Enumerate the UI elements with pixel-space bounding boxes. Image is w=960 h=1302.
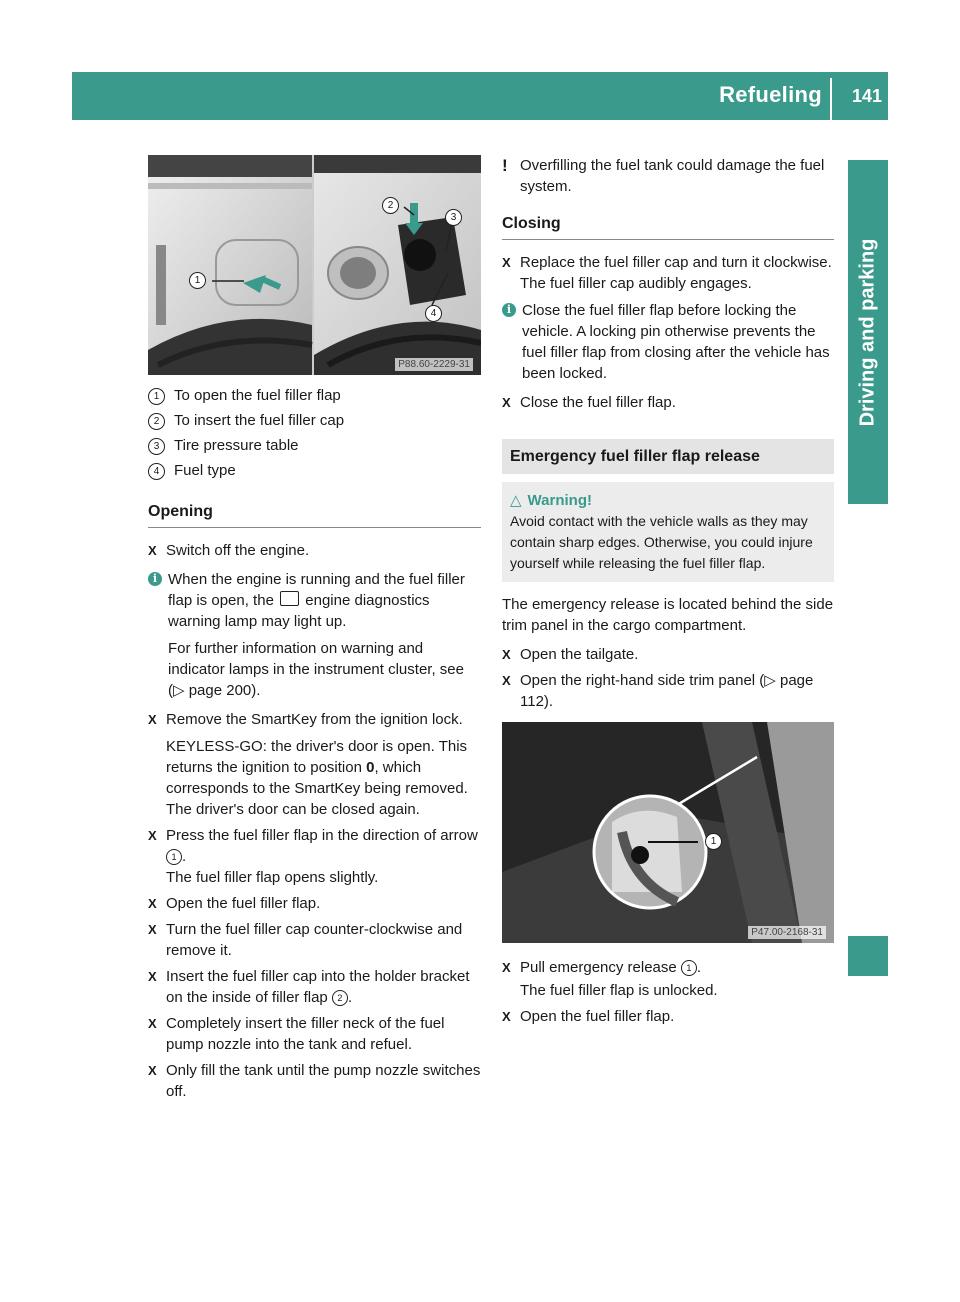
info-text-2: For further information on warning and indicator lamps in the instrument cluster, see (▷ page 200). (168, 640, 464, 699)
figure-code: P88.60-2229-31 (395, 358, 473, 371)
step-icon: X (148, 922, 157, 937)
header-bar (72, 72, 888, 120)
step-icon: X (148, 828, 157, 843)
step-text-2: The fuel filler flap opens slightly. (166, 869, 379, 886)
caution-note (502, 155, 834, 197)
header-title: Refueling (719, 82, 822, 107)
step-icon: X (148, 1063, 157, 1078)
legend-text: Fuel type (174, 462, 236, 479)
callout-2: 2 (382, 197, 399, 214)
step-text: Only fill the tank until the pump nozzle switches off. (166, 1062, 481, 1100)
legend-item (148, 460, 481, 481)
step-item (148, 540, 481, 561)
page-number: 141 (851, 86, 882, 106)
caution-text: Overfilling the fuel tank could damage the fuel system. (520, 157, 825, 195)
info-note (148, 569, 481, 701)
step-item (148, 893, 481, 914)
info-icon: i (502, 303, 516, 317)
cargo-illustration (502, 722, 834, 943)
step-item (148, 1060, 481, 1102)
step-text: Press the fuel filler flap in the direction of arrow 1 . (166, 827, 478, 865)
cargo-photo (502, 722, 834, 943)
step-icon: X (502, 395, 511, 410)
caution-icon: ! (502, 156, 508, 175)
step-item (502, 392, 834, 413)
left-column (148, 155, 481, 1107)
fuel-flap-illustration (148, 155, 481, 375)
legend-text: Tire pressure table (174, 437, 299, 454)
header-separator (830, 78, 832, 120)
step-item (502, 670, 834, 712)
warning-box (502, 482, 834, 582)
step-text: Turn the fuel filler cap counter-clockwise and remove it. (166, 921, 463, 959)
figure-code: P47.00-2168-31 (748, 926, 826, 939)
step-item (502, 252, 834, 294)
step-icon: X (148, 896, 157, 911)
step-item (502, 1006, 834, 1027)
legend (148, 385, 481, 481)
info-text: Close the fuel filler flap before locking the vehicle. A locking pin otherwise prevents the fuel filler flap from closing after the vehicle has been locked. (522, 302, 830, 382)
step-item (148, 919, 481, 961)
step-text: Remove the SmartKey from the ignition lock. (166, 711, 463, 728)
legend-text: To insert the fuel filler cap (174, 412, 345, 429)
step-item (148, 966, 481, 1008)
legend-item (148, 385, 481, 406)
info-icon: i (148, 572, 162, 586)
legend-num: 4 (148, 463, 165, 480)
fuel-flap-photo (148, 155, 481, 375)
emergency-heading: Emergency fuel filler flap release (502, 439, 834, 474)
step-icon: X (148, 543, 157, 558)
right-column (502, 155, 834, 1032)
step-item (502, 644, 834, 665)
step-icon: X (502, 647, 511, 662)
warning-text: Avoid contact with the vehicle walls as they may contain sharp edges. Otherwise, you could injure yourself while releasing the fuel filler flap. (510, 513, 813, 571)
legend-item (148, 435, 481, 456)
legend-item (148, 410, 481, 431)
step-icon: X (148, 712, 157, 727)
info-text: When the engine is running and the fuel filler flap is open, the engine diagnostics warning lamp may light up. (168, 571, 465, 630)
side-tab-label: Driving and parking (856, 238, 879, 426)
step-text-2: KEYLESS-GO: the driver's door is open. This returns the ignition to position 0, which corresponds to the SmartKey being removed. The driver's door can be closed again. (166, 738, 468, 818)
step-text: Open the fuel filler flap. (520, 1008, 675, 1025)
step-text: Open the fuel filler flap. (166, 895, 321, 912)
step-item (148, 1013, 481, 1055)
step-item (148, 825, 481, 888)
closing-heading: Closing (502, 213, 834, 240)
callout-1: 1 (705, 833, 722, 850)
opening-heading: Opening (148, 501, 481, 528)
step-text: Pull emergency release 1 . (520, 959, 702, 976)
step-icon: X (148, 1016, 157, 1031)
step-text: Insert the fuel filler cap into the holder bracket on the inside of filler flap 2 . (166, 968, 470, 1006)
info-note (502, 300, 834, 384)
step-icon: X (502, 1009, 511, 1024)
engine-icon (280, 591, 299, 606)
step-text: Open the tailgate. (520, 646, 639, 663)
step-text: Switch off the engine. (166, 542, 310, 559)
legend-text: To open the fuel filler flap (174, 387, 341, 404)
callout-4: 4 (425, 305, 442, 322)
legend-num: 3 (148, 438, 165, 455)
step-icon: X (502, 255, 511, 270)
legend-num: 2 (148, 413, 165, 430)
step-icon: X (502, 960, 511, 975)
step-icon: X (502, 673, 511, 688)
step-item (502, 957, 834, 1001)
step-text: Completely insert the filler neck of the fuel pump nozzle into the tank and refuel. (166, 1015, 445, 1053)
step-icon: X (148, 969, 157, 984)
warning-title: Warning! (527, 492, 592, 509)
warning-triangle-icon: △ (510, 492, 522, 509)
callout-3: 3 (445, 209, 462, 226)
step-text-2: The fuel filler flap is unlocked. (520, 982, 718, 999)
side-tab-marker (848, 936, 888, 976)
step-text: Close the fuel filler flap. (520, 394, 676, 411)
callout-1: 1 (189, 272, 206, 289)
step-item (148, 709, 481, 820)
step-text: Replace the fuel filler cap and turn it clockwise. The fuel filler cap audibly engages. (520, 254, 832, 292)
side-tab-label-wrap (848, 160, 888, 504)
legend-num: 1 (148, 388, 165, 405)
step-text: Open the right-hand side trim panel (▷ page 112). (520, 672, 814, 710)
emergency-text: The emergency release is located behind the side trim panel in the cargo compartment. (502, 596, 834, 634)
